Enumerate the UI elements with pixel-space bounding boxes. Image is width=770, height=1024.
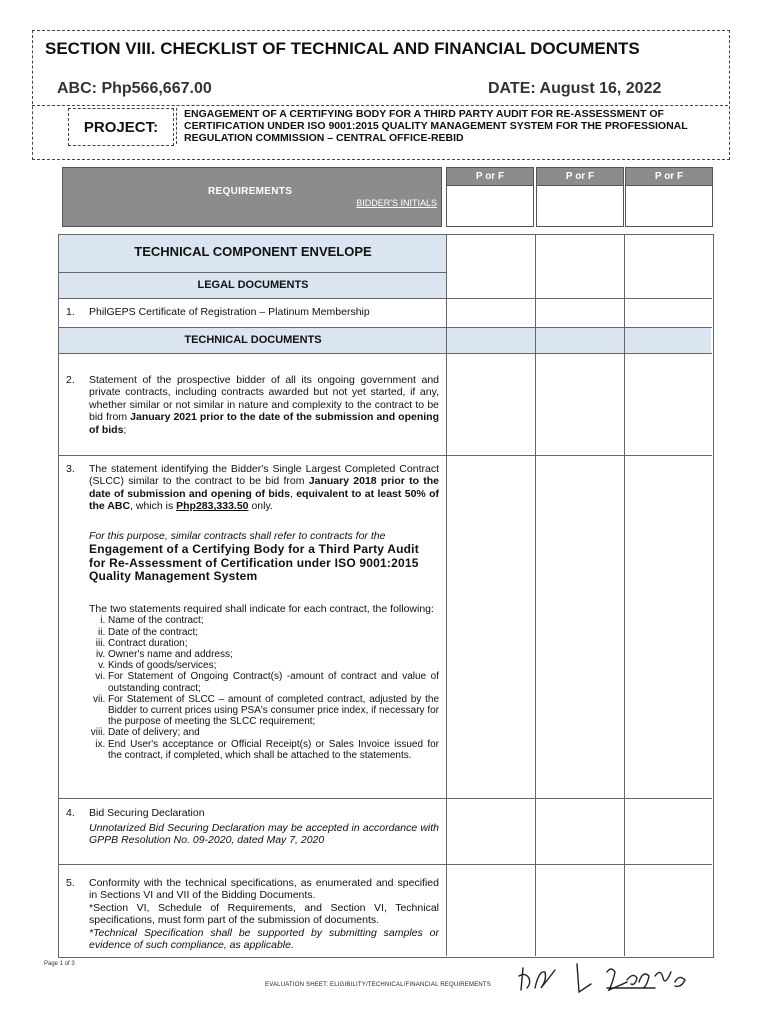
list-item: ii. Date of the contract;	[108, 627, 439, 638]
conformity-note-2: *Technical Specification shall be supported by submitting samples or evidence of such compliance, as applicable.	[89, 927, 439, 952]
statements-requirements	[89, 603, 439, 761]
project-divider	[32, 105, 728, 106]
item-text: ,	[289, 487, 297, 500]
list-item: vii. For Statement of SLCC – amount of completed contract, adjusted by the Bidder to current prices using PSA's consumer price index, if necessary for the purpose of meeting the SLCC requirement;	[108, 694, 439, 728]
item-text-bold: January 2021 prior to the date of the submission and opening of bids	[89, 411, 440, 436]
slcc-amount: Php283,333.50	[176, 500, 249, 513]
requirements-label: REQUIREMENTS	[208, 186, 293, 197]
list-item: iii. Contract duration;	[108, 638, 439, 649]
item-slcc	[89, 463, 439, 513]
requirements-header	[62, 167, 442, 227]
handwritten-initials	[515, 958, 695, 998]
item-bid-securing: Bid Securing Declaration	[89, 807, 205, 819]
item-text: , which is	[130, 500, 177, 513]
row-divider	[58, 353, 712, 354]
pf-header-1: P or F	[447, 168, 533, 186]
footer-label: EVALUATION SHEET: ELIGIBILITY/TECHNICAL/FINANCIAL REQUIREMENTS	[265, 982, 491, 988]
abc-amount: ABC: Php566,667.00	[57, 80, 212, 97]
page-title: SECTION VIII. CHECKLIST OF TECHNICAL AND FINANCIAL DOCUMENTS	[45, 39, 640, 58]
item-text-bold: equivalent to at least 50% of the ABC	[89, 487, 440, 513]
bid-securing-note: Unnotarized Bid Securing Declaration may be accepted in accordance with GPPB Resolution No. 09-2020, dated May 7, 2020	[89, 822, 439, 847]
similar-contracts-definition	[89, 543, 439, 584]
row-divider	[58, 272, 446, 273]
item-number: 1.	[66, 306, 75, 318]
list-item: i. Name of the contract;	[108, 615, 439, 626]
pf-column-3	[625, 167, 713, 227]
item-number: 2.	[66, 374, 75, 386]
item-number: 3.	[66, 463, 75, 475]
legal-documents-heading: LEGAL DOCUMENTS	[197, 279, 309, 291]
item-text: The statement identifying the Bidder's Single Largest Completed Contract (SLCC) similar to the contract to be bid from	[89, 463, 439, 488]
item-philgeps: PhilGEPS Certificate of Registration – Platinum Membership	[89, 306, 370, 318]
technical-documents-heading: TECHNICAL DOCUMENTS	[184, 334, 322, 346]
column-divider	[535, 234, 536, 956]
project-text: ENGAGEMENT OF A CERTIFYING BODY FOR A THIRD PARTY AUDIT FOR RE-ASSESSMENT OF CERTIFICATION UNDER ISO 9001:2015 QUALITY MANAGEMENT SYSTEM FOR THE PROFESSIONAL REGULATION COMMISSION – CENTRAL OFFICE-REBID	[176, 108, 734, 144]
statements-intro: The two statements required shall indicate for each contract, the following:	[89, 603, 434, 615]
list-item: ix. End User's acceptance or Official Receipt(s) or Sales Invoice issued for the contract, if completed, which shall be attached to the statements.	[108, 739, 439, 761]
contract-title-emphasis: Engagement of a Certifying Body for a Third Party Audit for Re-Assessment of Certification under ISO 9001:2015 Quality Management System	[89, 542, 419, 583]
item-ongoing-contracts	[89, 374, 439, 436]
item-text: Statement of the prospective bidder of all its ongoing government and private contracts, including contracts awarded but not yet started, if any, whether similar or not similar in nature and complexity to the contract to be bid from	[89, 374, 439, 424]
statements-list	[89, 615, 439, 761]
envelope-title: TECHNICAL COMPONENT ENVELOPE	[134, 244, 372, 259]
pf-column-2	[536, 167, 624, 227]
pf-header-3: P or F	[626, 168, 712, 186]
item-text: only.	[248, 500, 273, 513]
row-divider	[58, 798, 712, 799]
item-text: ;	[123, 423, 127, 436]
row-divider	[58, 455, 712, 456]
list-item: vi. For Statement of Ongoing Contract(s) -amount of contract and value of outstanding contract;	[108, 671, 439, 693]
list-item: viii. Date of delivery; and	[108, 727, 439, 738]
conformity-note-1: *Section VI, Schedule of Requirements, and Section VI, Technical specifications, must form part of the submission of documents.	[89, 902, 439, 927]
bidders-initials-label: BIDDER'S INITIALS	[356, 198, 437, 208]
column-divider	[624, 234, 625, 956]
pf-header-2: P or F	[537, 168, 623, 186]
pf-column-1	[446, 167, 534, 227]
item-number: 5.	[66, 877, 75, 889]
item-number: 4.	[66, 807, 75, 819]
item-text-bold: January 2018 prior to the date of submission and opening of bids	[89, 475, 439, 500]
row-divider	[58, 864, 712, 865]
row-divider	[58, 298, 712, 299]
list-item: v. Kinds of goods/services;	[108, 660, 439, 671]
project-label: PROJECT:	[68, 108, 174, 146]
page-number: Page 1 of 3	[44, 961, 75, 967]
document-date: DATE: August 16, 2022	[488, 80, 662, 97]
item-conformity: Conformity with the technical specifications, as enumerated and specified in Sections VI and VII of the Bidding Documents.	[89, 877, 439, 902]
similar-contracts-note: For this purpose, similar contracts shall refer to contracts for the	[89, 530, 386, 542]
list-item: iv. Owner's name and address;	[108, 649, 439, 660]
row-divider	[58, 327, 712, 328]
